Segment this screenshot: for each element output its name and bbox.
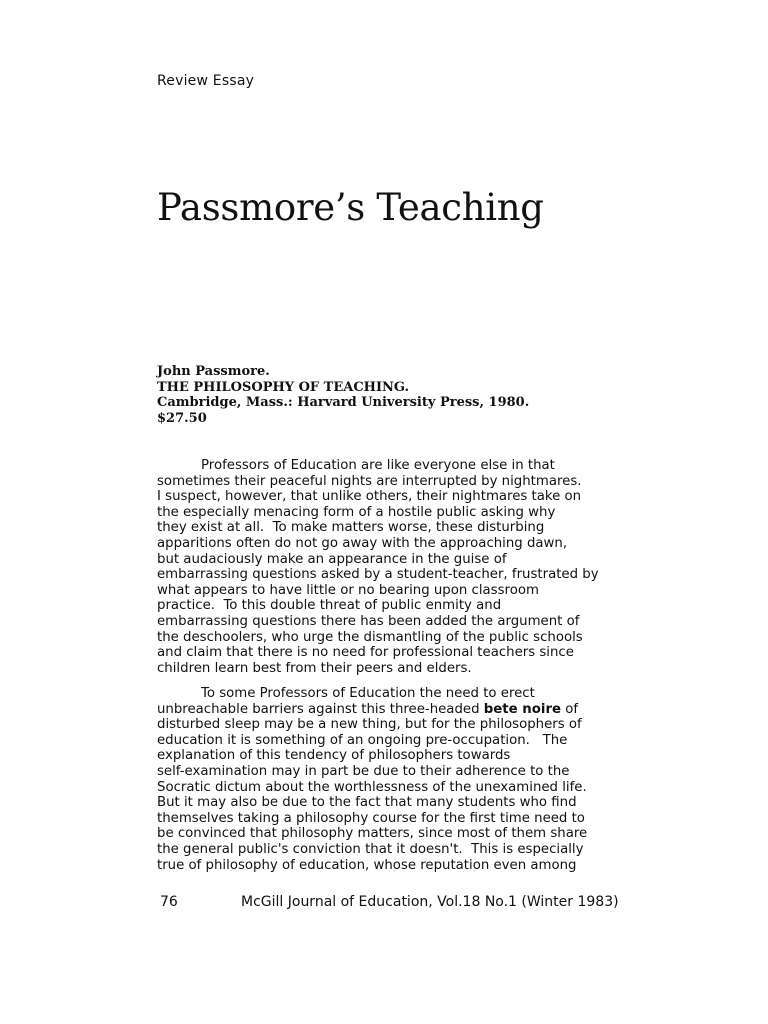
text-line: embarrassing questions there has been added the argument of	[157, 613, 580, 629]
text-line: To some Professors of Education the need to erect	[201, 686, 535, 701]
citation-publisher: Cambridge, Mass.: Harvard University Press, 1980.	[157, 395, 530, 410]
text-line: Professors of Education are like everyone else in that	[201, 458, 555, 473]
text-line: the general public's conviction that it doesn't. This is especially	[157, 841, 584, 857]
paragraph-2	[157, 686, 587, 873]
text-line: sometimes their peaceful nights are interrupted by nightmares.	[157, 473, 582, 489]
emphasis-bete-noire: bete noire	[483, 701, 562, 717]
text-line: children learn best from their peers and elders.	[157, 660, 472, 676]
text-line: explanation of this tendency of philosophers towards	[157, 748, 511, 764]
text-line: embarrassing questions asked by a student-teacher, frustrated by	[157, 567, 599, 583]
text-line: what appears to have little or no bearing upon classroom	[157, 582, 539, 598]
text-run: unbreachable barriers against this three-headed	[157, 701, 484, 717]
text-line	[157, 702, 587, 718]
text-line: the deschoolers, who urge the dismantling of the public schools	[157, 629, 583, 645]
text-line: disturbed sleep may be a new thing, but for the philosophers of	[157, 717, 582, 733]
text-line: and claim that there is no need for professional teachers since	[157, 645, 574, 661]
text-line: true of philosophy of education, whose reputation even among	[157, 857, 577, 873]
text-line: self-examination may in part be due to their adherence to the	[157, 763, 570, 779]
text-line: apparitions often do not go away with the approaching dawn,	[157, 535, 568, 551]
text-line: be convinced that philosophy matters, since most of them share	[157, 826, 588, 842]
text-line: themselves taking a philosophy course for the first time need to	[157, 810, 585, 826]
section-label: Review Essay	[157, 73, 255, 89]
article-title: Passmore’s Teaching	[157, 186, 544, 229]
page-number: 76	[160, 894, 178, 910]
text-line: but audaciously make an appearance in the guise of	[157, 551, 507, 567]
text-line: But it may also be due to the fact that many students who find	[157, 795, 577, 811]
text-line: education it is something of an ongoing pre-occupation. The	[157, 732, 568, 748]
text-line: they exist at all. To make matters worse, these disturbing	[157, 520, 545, 536]
paragraph-1	[157, 458, 599, 676]
bibliographic-citation	[157, 364, 529, 426]
text-line: I suspect, however, that unlike others, their nightmares take on	[157, 489, 582, 505]
citation-price: $27.50	[157, 410, 207, 426]
citation-book-title: THE PHILOSOPHY OF TEACHING.	[157, 379, 410, 395]
journal-citation: McGill Journal of Education, Vol.18 No.1 (Winter 1983)	[241, 894, 619, 910]
citation-author: John Passmore.	[157, 364, 270, 379]
text-line: practice. To this double threat of public enmity and	[157, 598, 502, 614]
text-line: the especially menacing form of a hostile public asking why	[157, 504, 556, 520]
text-run: of	[561, 701, 579, 717]
text-line: Socratic dictum about the worthlessness of the unexamined life.	[157, 779, 587, 795]
